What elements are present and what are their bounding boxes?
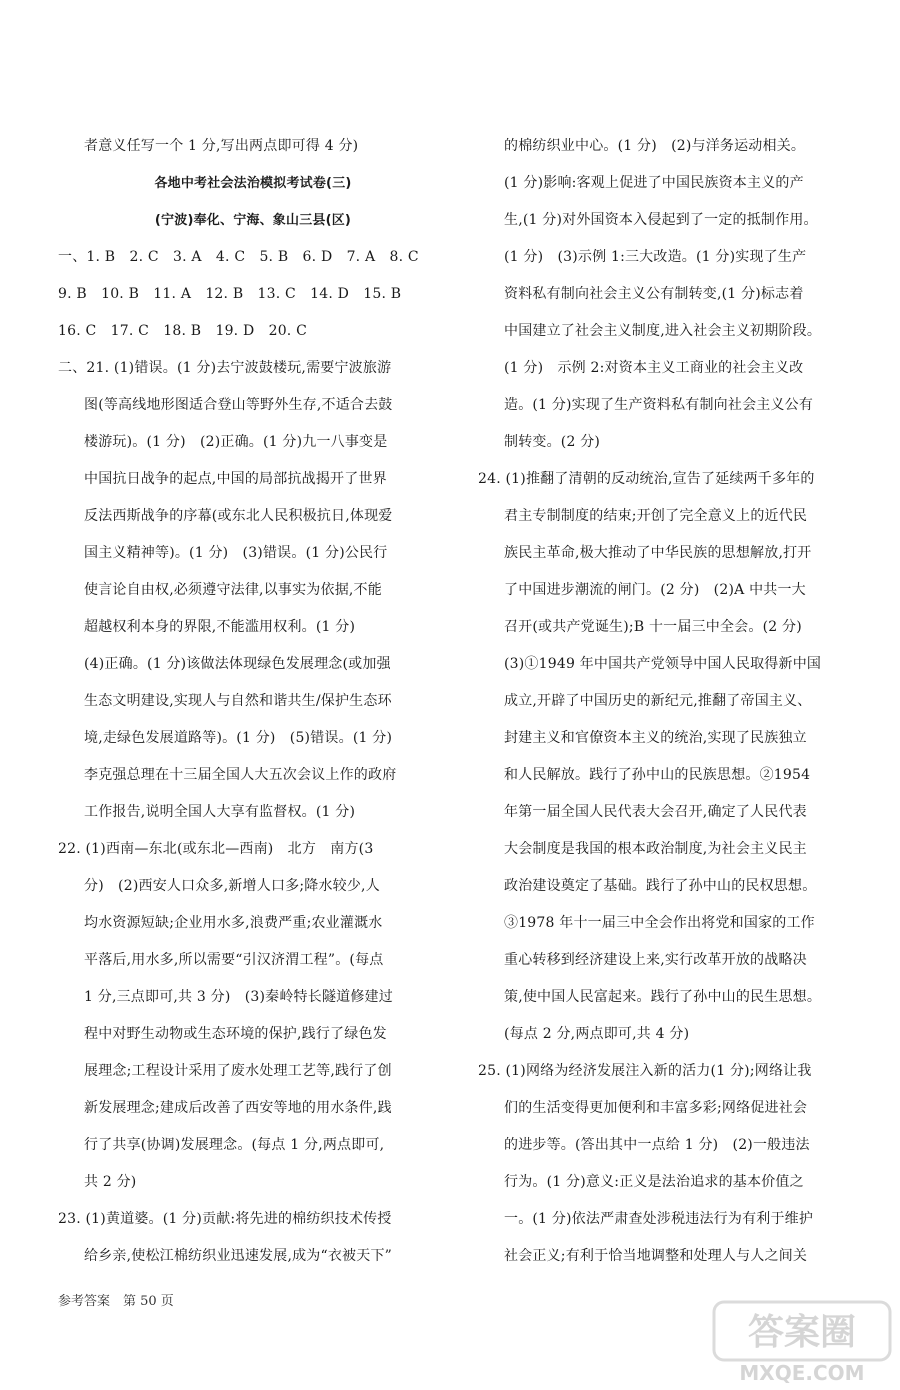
left-text-line: 国主义精神等)。(1 分) (3)错误。(1 分)公民行 <box>84 545 388 561</box>
left-text-line: 22. (1)西南—东北(或东北—西南) 北方 南方(3 <box>58 841 374 857</box>
left-text-line: 反法西斯战争的序幕(或东北人民积极抗日,体现爱 <box>84 508 393 524</box>
right-text-line: 和人民解放。践行了孙中山的民族思想。②1954 <box>504 767 811 783</box>
left-text-line: 展理念;工程设计采用了废水处理工艺等,践行了创 <box>84 1063 392 1079</box>
right-text-line: (每点 2 分,两点即可,共 4 分) <box>504 1026 690 1042</box>
left-text-line: 楼游玩)。(1 分) (2)正确。(1 分)九一八事变是 <box>84 434 388 450</box>
right-text-line: 资料私有制向社会主义公有制转变,(1 分)标志着 <box>504 286 804 302</box>
left-text-line: 16. C 17. C 18. B 19. D 20. C <box>58 323 308 339</box>
right-text-line: 成立,开辟了中国历史的新纪元,推翻了帝国主义、 <box>504 693 812 709</box>
right-text-line: (1 分)影响:客观上促进了中国民族资本主义的产 <box>504 175 804 191</box>
right-text-line: 封建主义和官僚资本主义的统治,实现了民族独立 <box>504 730 807 746</box>
right-column <box>478 128 863 1275</box>
left-text-line: 李克强总理在十三届全国人大五次会议上作的政府 <box>84 767 397 783</box>
right-text-line: 24. (1)推翻了清朝的反动统治,宣告了延续两千多年的 <box>478 471 815 487</box>
right-text-line: 年第一届全国人民代表大会召开,确定了人民代表 <box>504 804 807 820</box>
right-text-line: 族民主革命,极大推动了中华民族的思想解放,打开 <box>504 545 812 561</box>
left-text-line: (4)正确。(1 分)该做法体现绿色发展理念(或加强 <box>84 656 391 672</box>
right-text-line: (3)①1949 年中国共产党领导中国人民取得新中国 <box>504 656 822 672</box>
left-column <box>58 128 448 1275</box>
left-text-line: 工作报告,说明全国人大享有监督权。(1 分) <box>84 804 356 820</box>
right-text-line: (1 分) (3)示例 1:三大改造。(1 分)实现了生产 <box>504 249 807 265</box>
right-text-line: 的进步等。(答出其中一点给 1 分) (2)一般违法 <box>504 1137 810 1153</box>
left-text-line: 23. (1)黄道婆。(1 分)贡献:将先进的棉纺织技术传授 <box>58 1211 392 1227</box>
right-text-line: 重心转移到经济建设上来,实行改革开放的战略决 <box>504 952 807 968</box>
right-text-line: 君主专制制度的结束;开创了完全意义上的近代民 <box>504 508 808 524</box>
left-text-line: 1 分,三点即可,共 3 分) (3)秦岭特长隧道修建过 <box>84 989 393 1005</box>
left-text-line: 9. B 10. B 11. A 12. B 13. C 14. D 15. B <box>58 286 402 302</box>
right-text-line: 中国建立了社会主义制度,进入社会主义初期阶段。 <box>504 323 822 339</box>
left-text-line: 分) (2)西安人口众多,新增人口多;降水较少,人 <box>84 878 380 894</box>
right-text-line: ③1978 年十一届三中全会作出将党和国家的工作 <box>504 915 815 931</box>
left-text-line: 共 2 分) <box>84 1174 137 1190</box>
right-text-line: 大会制度是我国的根本政治制度,为社会主义民主 <box>504 841 807 857</box>
left-text-line: 生态文明建设,实现人与自然和谐共生/保护生态环 <box>84 693 392 709</box>
right-text-line: 政治建设奠定了基础。践行了孙中山的民权思想。 <box>504 878 817 894</box>
right-text-line: 们的生活变得更加便利和丰富多彩;网络促进社会 <box>504 1100 808 1116</box>
left-text-line: 平落后,用水多,所以需要“引汉济渭工程”。(每点 <box>84 952 384 968</box>
left-text-line: 超越权利本身的界限,不能滥用权利。(1 分) <box>84 619 356 635</box>
right-text-line: 一。(1 分)依法严肃查处涉税违法行为有利于维护 <box>504 1211 814 1227</box>
left-text-line: 使言论自由权,必须遵守法律,以事实为依据,不能 <box>84 582 382 598</box>
right-text-line: 召开(或共产党诞生);B 十一届三中全会。(2 分) <box>504 619 802 635</box>
watermark-url: MXQE.COM <box>739 1361 865 1385</box>
right-text-line: 造。(1 分)实现了生产资料私有制向社会主义公有 <box>504 397 814 413</box>
watermark-logo <box>712 1300 892 1385</box>
right-text-line: 制转变。(2 分) <box>504 434 601 450</box>
page-footer: 参考答案 第 50 页 <box>58 1294 174 1309</box>
left-text-line: 给乡亲,使松江棉纺织业迅速发展,成为“衣被天下” <box>84 1248 393 1264</box>
right-text-line: 社会正义;有利于恰当地调整和处理人与人之间关 <box>504 1248 808 1264</box>
left-text-line: 者意义任写一个 1 分,写出两点即可得 4 分) <box>84 138 359 154</box>
left-text-line: 新发展理念;建成后改善了西安等地的用水条件,践 <box>84 1100 392 1116</box>
left-text-line: 图(等高线地形图适合登山等野外生存,不适合去鼓 <box>84 397 393 413</box>
right-text-line: 25. (1)网络为经济发展注入新的活力(1 分);网络让我 <box>478 1063 812 1079</box>
left-text-line: 程中对野生动物或生态环境的保护,践行了绿色发 <box>84 1026 387 1042</box>
left-text-line: (宁波)奉化、宁海、象山三县(区) <box>154 213 352 228</box>
left-text-line: 二、21. (1)错误。(1 分)去宁波鼓楼玩,需要宁波旅游 <box>58 360 392 376</box>
watermark-text: 答案圈 <box>747 1312 857 1353</box>
left-text-line: 境,走绿色发展道路等)。(1 分) (5)错误。(1 分) <box>84 730 393 746</box>
right-text-line: 了中国进步潮流的闸门。(2 分) (2)A 中共一大 <box>504 582 806 598</box>
right-text-line: 行为。(1 分)意义:正义是法治追求的基本价值之 <box>504 1174 804 1190</box>
right-text-line: 策,使中国人民富起来。践行了孙中山的民生思想。 <box>504 989 822 1005</box>
left-text-line: 均水资源短缺;企业用水多,浪费严重;农业灌溉水 <box>84 915 383 931</box>
left-text-line: 中国抗日战争的起点,中国的局部抗战揭开了世界 <box>84 471 387 487</box>
right-text-line: 生,(1 分)对外国资本入侵起到了一定的抵制作用。 <box>504 212 818 228</box>
left-text-line: 行了共享(协调)发展理念。(每点 1 分,两点即可, <box>84 1137 385 1153</box>
right-text-line: (1 分) 示例 2:对资本主义工商业的社会主义改 <box>504 360 804 376</box>
left-text-line: 各地中考社会法治模拟考试卷(三) <box>154 176 352 191</box>
watermark-icon <box>712 1300 892 1385</box>
left-text-line: 一、1. B 2. C 3. A 4. C 5. B 6. D 7. A 8. C <box>58 249 419 265</box>
right-text-line: 的棉纺织业中心。(1 分) (2)与洋务运动相关。 <box>504 138 806 154</box>
